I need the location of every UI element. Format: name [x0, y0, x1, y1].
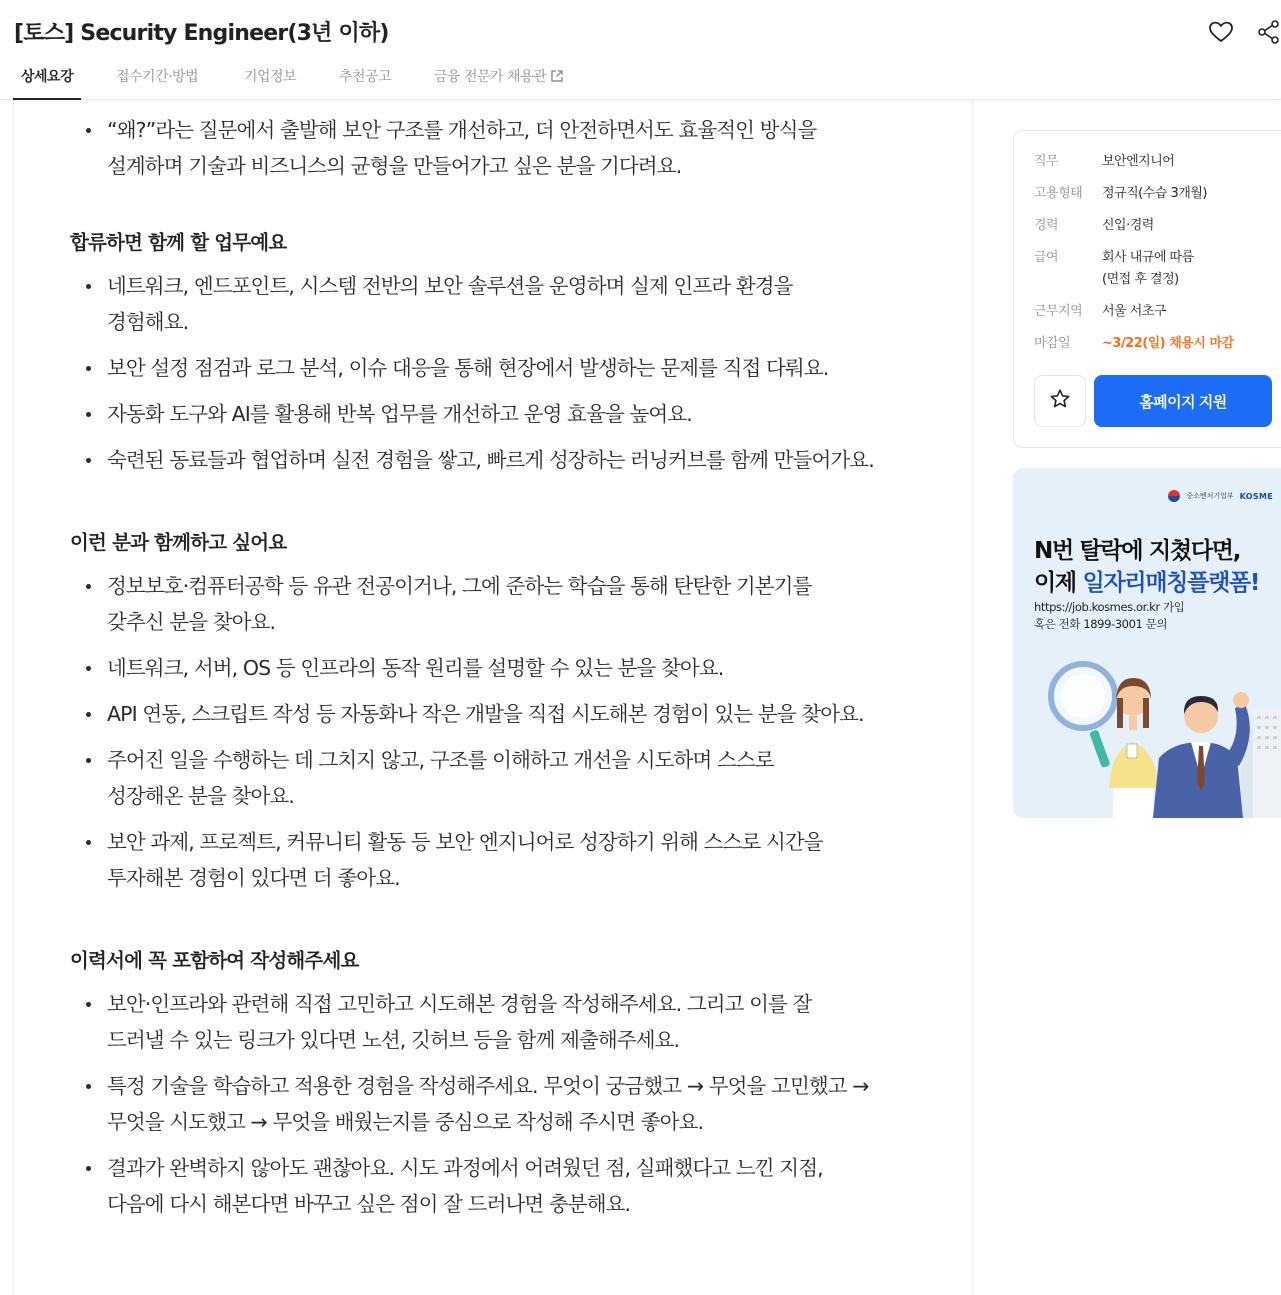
list-item: 자동화 도구와 AI를 활용해 반복 업무를 개선하고 운영 효율을 높여요. [70, 396, 950, 432]
list-item: API 연동, 스크립트 작성 등 자동화나 작은 개발을 직접 시도해본 경험이 있는 분을 찾아요. [70, 696, 950, 732]
list-item: 네트워크, 엔드포인트, 시스템 전반의 보안 솔루션을 운영하며 실제 인프라 환경을 경험해요. [70, 268, 950, 340]
list-item: 보안·인프라와 관련해 직접 고민하고 시도해본 경험을 작성해주세요. 그리고 이를 잘 드러낼 수 있는 링크가 있다면 노션, 깃허브 등을 함께 제출해주세요. [70, 986, 950, 1058]
info-value: 회사 내규에 따름 (면접 후 결정) [1102, 250, 1194, 287]
star-icon [1048, 387, 1072, 415]
info-label: 마감일 [1034, 336, 1071, 351]
list-item: 특정 기술을 학습하고 적용한 경험을 작성해주세요. 무엇이 궁금했고 → 무엇을 고민했고 → 무엇을 시도했고 → 무엇을 배웠는지를 중심으로 작성해 주시면 좋아요. [70, 1068, 950, 1140]
government-emblem-icon [1168, 490, 1180, 502]
info-row-deadline [1034, 333, 1234, 355]
info-row-job [1034, 151, 1174, 173]
info-label: 고용형태 [1034, 186, 1083, 201]
ad-headline-2: 이제 일자리매칭플랫폼! [1034, 570, 1260, 596]
tab-finance-expert-hiring[interactable]: 금융 전문가 채용관 [434, 60, 564, 100]
list-item: “왜?”라는 질문에서 출발해 보안 구조를 개선하고, 더 안전하면서도 효율적인 방식을 설계하며 기술과 비즈니스의 균형을 만들어가고 싶은 분을 기다려요. [70, 112, 950, 184]
list-item: 보안 설정 점검과 로그 분석, 이슈 대응을 통해 현장에서 발생하는 문제를 직접 다뤄요. [70, 350, 950, 386]
resume-requirements-section [70, 946, 950, 1222]
tab-recommended[interactable]: 추천공고 [339, 69, 392, 85]
bookmark-button[interactable] [1034, 375, 1086, 427]
share-icon[interactable] [1255, 18, 1281, 46]
ad-phone-line: 혹은 전화 1899-3001 문의 [1034, 617, 1168, 631]
ad-logos [1168, 490, 1273, 502]
info-value: 신입·경력 [1102, 218, 1154, 233]
external-link-icon [550, 69, 564, 87]
info-value: 정규직(수습 3개월) [1102, 186, 1207, 201]
section-title: 이런 분과 함께하고 싶어요 [70, 531, 287, 554]
duties-section [70, 228, 950, 478]
job-header [0, 0, 1281, 100]
info-row-salary [1034, 247, 1194, 291]
list-item: 결과가 완벽하지 않아도 괜찮아요. 시도 과정에서 어려웠던 점, 실패했다고 느낀 지점, 다음에 다시 해본다면 바꾸고 싶은 점이 잘 드러나면 충분해요. [70, 1150, 950, 1222]
job-summary-card [1013, 130, 1281, 448]
heart-icon[interactable] [1207, 18, 1235, 46]
list-item: 주어진 일을 수행하는 데 그치지 않고, 구조를 이해하고 개선을 시도하며 스스로 성장해온 분을 찾아요. [70, 742, 950, 814]
info-row-employment-type [1034, 183, 1207, 205]
tab-company-info[interactable]: 기업정보 [244, 69, 297, 85]
section-title: 합류하면 함께 할 업무예요 [70, 231, 287, 254]
info-row-experience [1034, 215, 1154, 237]
ad-illustration [1013, 638, 1281, 818]
info-label: 근무지역 [1034, 304, 1083, 319]
intro-section [70, 112, 950, 184]
qualifications-section [70, 528, 950, 896]
kosme-logo: KOSME [1239, 491, 1273, 501]
info-value: 보안엔지니어 [1102, 154, 1175, 169]
ad-headline-1: N번 탈락에 지쳤다면, [1034, 538, 1241, 564]
info-label: 급여 [1034, 250, 1059, 265]
info-value: 서울 서초구 [1102, 304, 1166, 319]
deadline-value: ~3/22(일) 채용시 마감 [1102, 336, 1234, 351]
info-label: 직무 [1034, 154, 1059, 169]
ministry-name: 중소벤처기업부 [1186, 492, 1234, 500]
list-item: 숙련된 동료들과 협업하며 실전 경험을 쌓고, 빠르게 성장하는 러닝커브를 함께 만들어가요. [70, 442, 950, 478]
tab-details[interactable]: 상세요강 [21, 60, 73, 100]
info-label: 경력 [1034, 218, 1059, 233]
apply-homepage-button[interactable]: 홈페이지 지원 [1094, 375, 1272, 427]
job-description [13, 100, 973, 1295]
list-item: 네트워크, 서버, OS 등 인프라의 동작 원리를 설명할 수 있는 분을 찾아요. [70, 650, 950, 686]
info-row-location [1034, 301, 1166, 323]
tab-application-period[interactable]: 접수기간·방법 [116, 69, 199, 85]
section-title: 이력서에 꼭 포함하여 작성해주세요 [70, 949, 359, 972]
ad-banner[interactable] [1013, 468, 1281, 818]
job-title: [토스] Security Engineer(3년 이하) [14, 21, 389, 46]
list-item: 보안 과제, 프로젝트, 커뮤니티 활동 등 보안 엔지니어로 성장하기 위해 스스로 시간을 투자해본 경험이 있다면 더 좋아요. [70, 824, 950, 896]
ad-signup-line: https://job.kosmes.or.kr 가입 [1034, 600, 1185, 614]
list-item: 정보보호·컴퓨터공학 등 유관 전공이거나, 그에 준하는 학습을 통해 탄탄한 기본기를 갖추신 분을 찾아요. [70, 568, 950, 640]
